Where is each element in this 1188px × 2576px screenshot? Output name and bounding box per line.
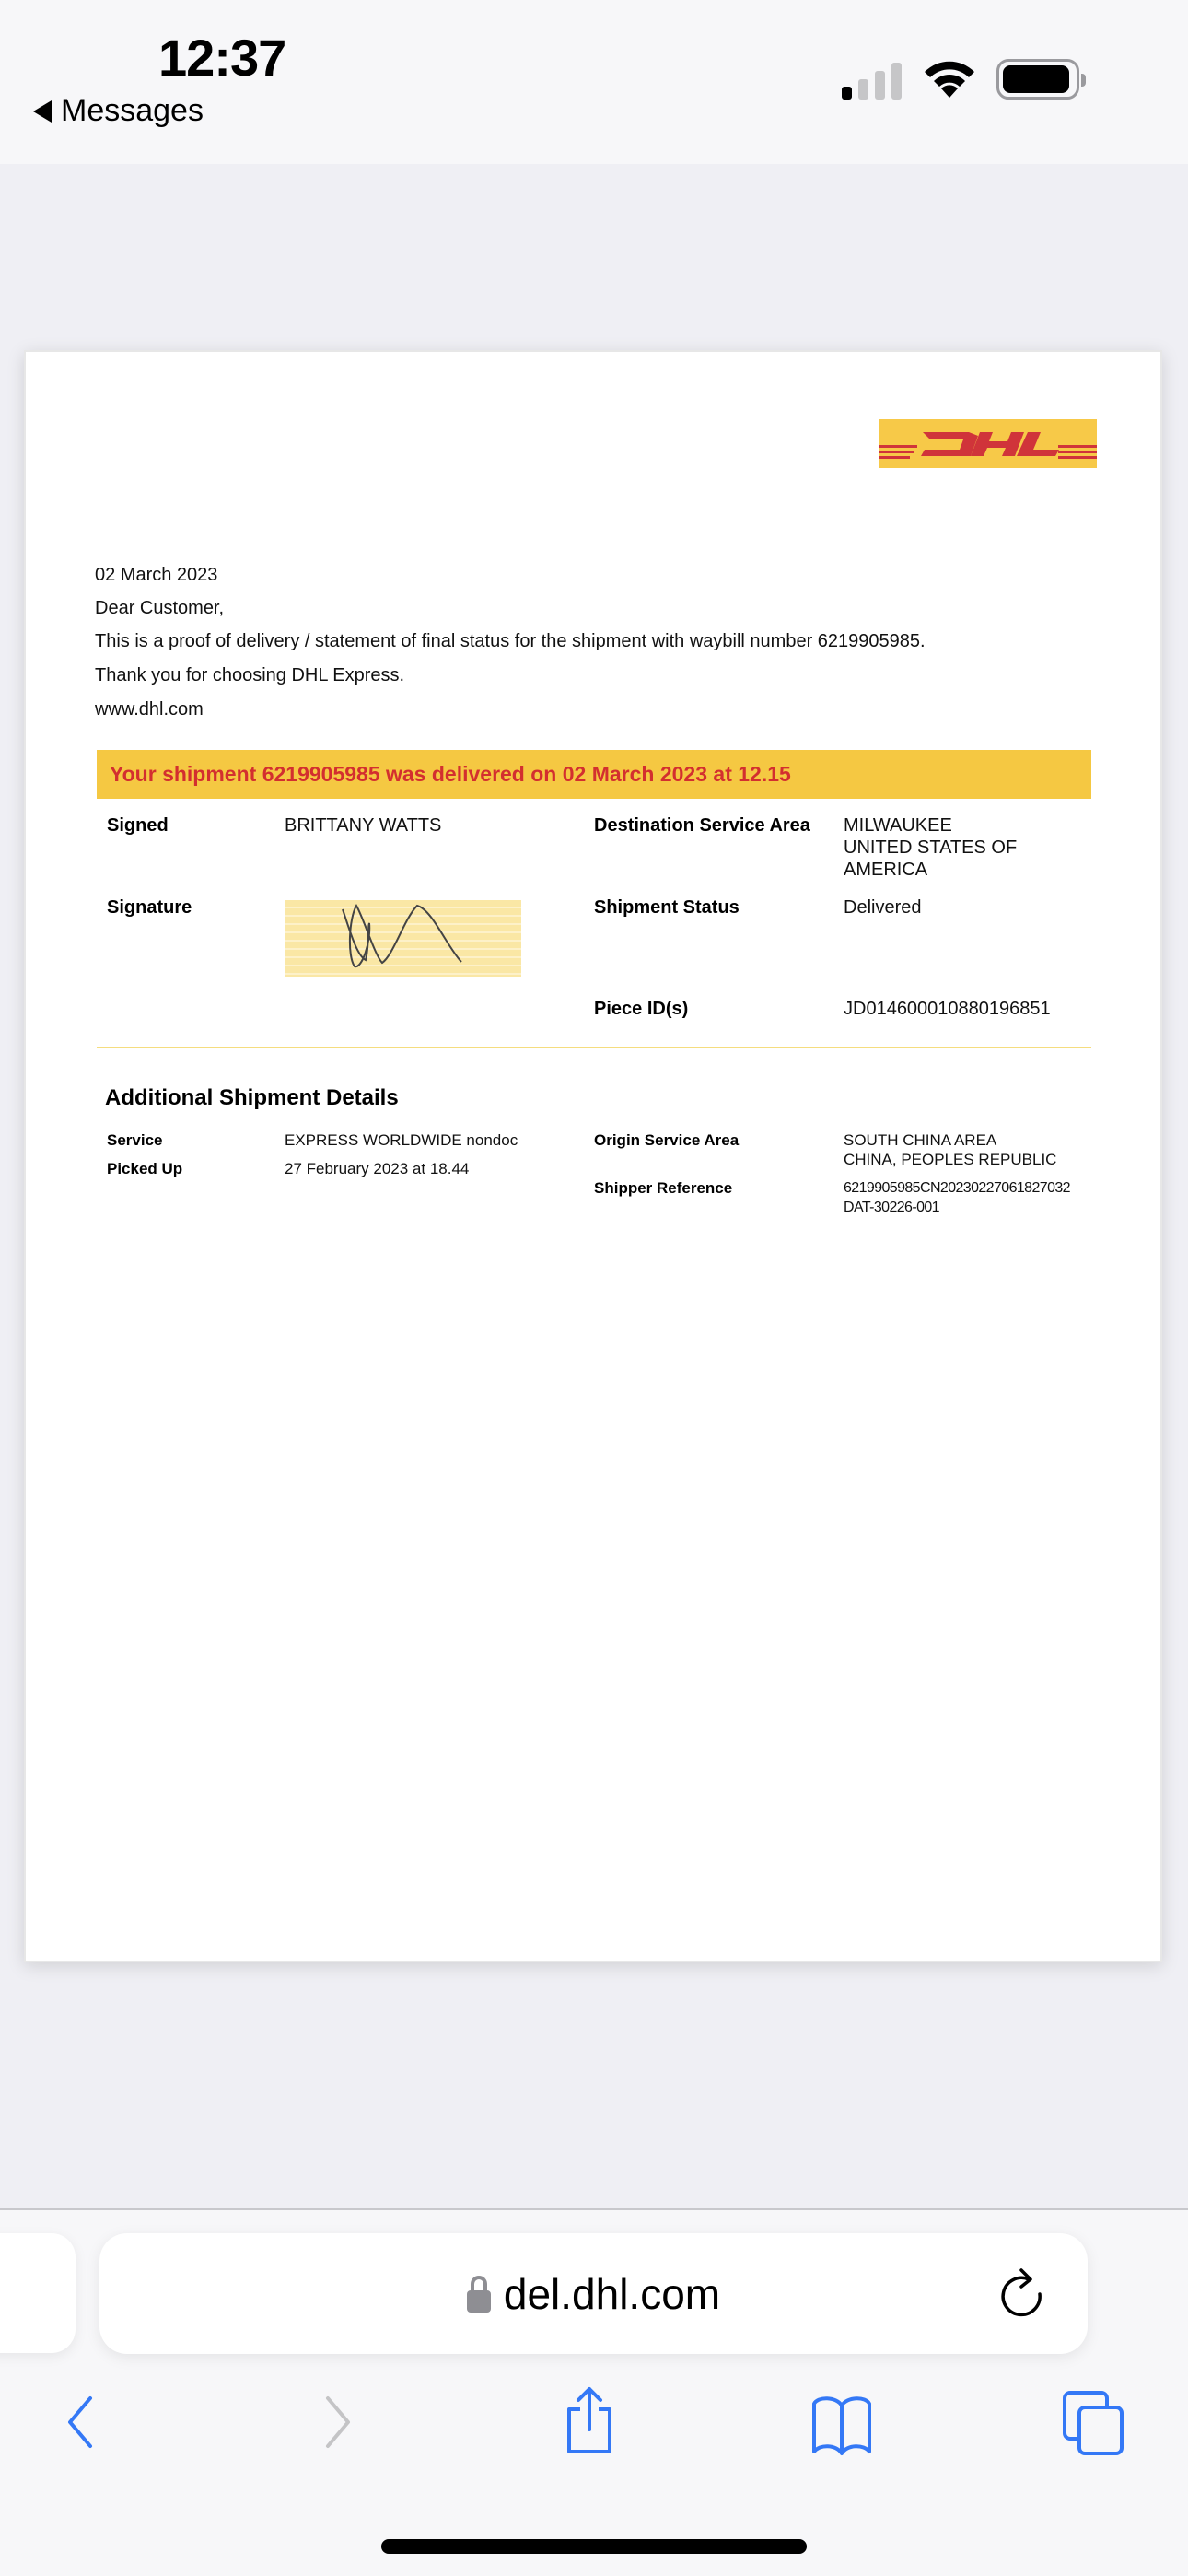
destination-label: Destination Service Area [594,815,810,836]
additional-details-title: Additional Shipment Details [105,1085,399,1110]
proof-of-delivery-document [24,350,1162,1962]
wifi-icon [921,57,978,100]
status-bar [0,0,1188,164]
piece-id-label: Piece ID(s) [594,999,689,1019]
letter-body: This is a proof of delivery / statement of final status for the shipment with waybill number 6219905985. [95,631,926,651]
signature-image [285,900,521,977]
shipment-status-label: Shipment Status [594,897,740,918]
previous-tab-preview[interactable] [0,2233,76,2353]
address-bar[interactable] [99,2233,1088,2354]
origin-value: SOUTH CHINA AREA CHINA, PEOPLES REPUBLIC [844,1131,1057,1168]
service-label: Service [107,1131,163,1149]
shipper-reference-value: 6219905985CN20230227061827032 DAT-30226-001 [844,1180,1070,1215]
signed-label: Signed [107,815,169,836]
shipment-status-value: Delivered [844,897,922,918]
clock: 12:37 [158,29,286,87]
tabs-icon[interactable] [1061,2389,1127,2457]
cellular-signal-icon [842,59,906,100]
back-app-label: Messages [61,93,204,128]
book-icon[interactable] [809,2393,875,2457]
signature-label: Signature [107,897,192,918]
shipper-reference-label: Shipper Reference [594,1179,733,1197]
signed-value: BRITTANY WATTS [285,815,442,836]
origin-label: Origin Service Area [594,1131,740,1149]
safari-bottom-bar [0,2208,1188,2576]
home-indicator[interactable] [381,2539,807,2554]
section-divider [97,1047,1091,1048]
banner-text: Your shipment 6219905985 was delivered on 02 March 2023 at 12.15 [110,762,791,786]
dhl-website-link[interactable]: www.dhl.com [95,699,204,720]
destination-value: MILWAUKEE UNITED STATES OF AMERICA [844,815,1018,880]
letter-date: 02 March 2023 [95,565,218,585]
share-icon[interactable] [560,2383,619,2457]
piece-id-value: JD014600010880196851 [844,999,1051,1019]
back-to-messages-button[interactable] [33,93,204,129]
picked-up-label: Picked Up [107,1160,183,1177]
url-text: del.dhl.com [503,2269,721,2318]
picked-up-value: 27 February 2023 at 18.44 [285,1160,470,1177]
battery-icon [996,59,1079,100]
dhl-logo [879,419,1097,468]
letter-greeting: Dear Customer, [95,598,225,618]
back-triangle-icon [33,100,52,123]
lock-icon [467,2276,491,2313]
chevron-right-icon[interactable] [320,2395,357,2450]
service-value: EXPRESS WORLDWIDE nondoc [285,1131,518,1149]
reload-icon[interactable] [996,2266,1051,2322]
chevron-left-icon[interactable] [61,2395,98,2450]
delivery-status-banner [97,750,1091,799]
letter-thanks: Thank you for choosing DHL Express. [95,665,405,685]
